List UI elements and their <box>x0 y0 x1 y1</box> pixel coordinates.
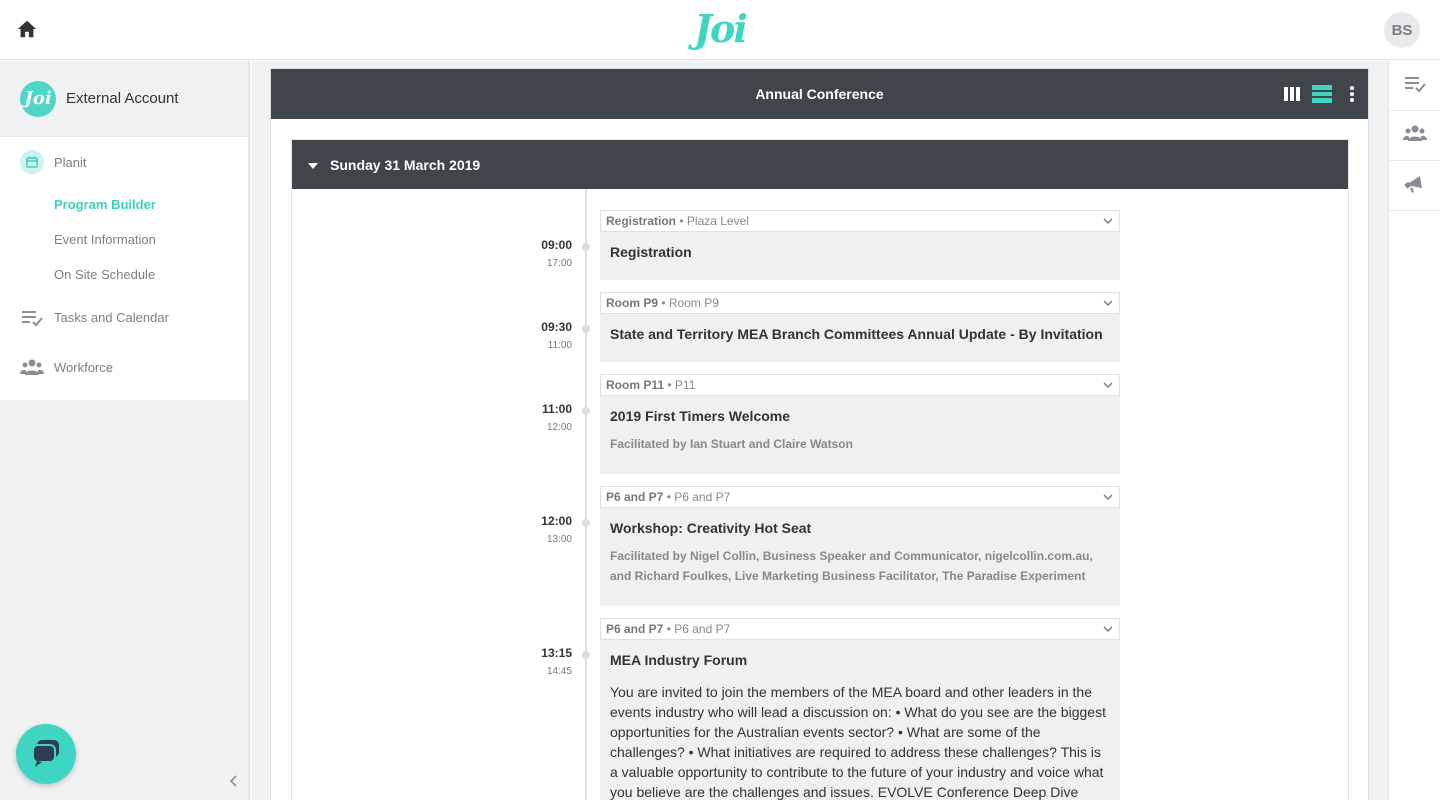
columns-view-icon[interactable] <box>1278 69 1306 119</box>
session-time <box>512 402 572 433</box>
session-end-time: 17:00 <box>546 258 572 269</box>
program-panel <box>270 68 1369 800</box>
session-card[interactable] <box>600 210 1120 280</box>
session-card[interactable] <box>600 374 1120 474</box>
session-start-time: 09:00 <box>541 238 572 252</box>
account-logo: Joi <box>20 81 56 117</box>
session-location: • Room P9 <box>661 296 719 310</box>
session-card-body <box>600 232 1120 280</box>
session-time <box>512 238 572 269</box>
calendar-icon <box>20 150 44 174</box>
session-start-time: 12:00 <box>541 514 572 528</box>
chat-button[interactable] <box>16 724 76 784</box>
sidebar-item-label: Tasks and Calendar <box>54 309 169 325</box>
session-location: • P6 and P7 <box>666 622 731 636</box>
session-card[interactable] <box>600 292 1120 362</box>
chevron-down-icon[interactable] <box>1103 297 1113 307</box>
megaphone-icon <box>1403 171 1427 200</box>
session-room: Room P11 <box>606 378 665 392</box>
main-content <box>252 61 1388 800</box>
session-description: You are invited to join the members of the MEA board and other leaders in the events industry who will lead a discussion on: • What do you see are the biggest opportunities for the Australian events sector? • What are some of the challenges? • What initiatives are required to address these challenges? This is a valuable opportunity to contribute to the future of your industry and voice what you believe are the challenges and issues. EVOLVE Conference Deep Dive <box>610 684 1106 800</box>
session-start-time: 09:30 <box>541 320 572 334</box>
caret-down-icon <box>308 156 318 174</box>
session-location: • Plaza Level <box>679 214 749 228</box>
session-card[interactable] <box>600 486 1120 606</box>
session-card-header[interactable] <box>600 374 1120 396</box>
session-room: P6 and P7 <box>606 622 664 636</box>
tasks-rail-button[interactable] <box>1389 61 1440 111</box>
page-title: Annual Conference <box>755 86 884 102</box>
timeline-dot <box>582 325 590 333</box>
session-end-time: 12:00 <box>546 422 572 433</box>
session-room: Registration <box>606 214 677 228</box>
sidebar <box>0 61 250 800</box>
user-avatar[interactable]: BS <box>1384 12 1420 48</box>
session-room: P6 and P7 <box>606 490 664 504</box>
session-room: Room P9 <box>606 296 659 310</box>
session-title: 2019 First Timers Welcome <box>610 408 791 424</box>
session-card-body <box>600 396 1120 474</box>
day-title: Sunday 31 March 2019 <box>330 156 481 173</box>
timeline-dot <box>582 407 590 415</box>
session-card-header[interactable] <box>600 292 1120 314</box>
session-end-time: 11:00 <box>547 340 572 351</box>
app-logo[interactable]: Joi <box>694 6 746 51</box>
session-card-header[interactable] <box>600 486 1120 508</box>
sidebar-item-tasks-and-calendar[interactable] <box>0 292 248 342</box>
sidebar-subitem-on-site-schedule[interactable]: On Site Schedule <box>54 267 156 282</box>
right-rail <box>1388 61 1440 800</box>
sidebar-nav <box>0 137 248 400</box>
sidebar-item-workforce[interactable] <box>0 342 248 392</box>
workforce-rail-button[interactable] <box>1389 111 1440 161</box>
panel-header <box>271 69 1368 119</box>
session-card-header[interactable] <box>600 210 1120 232</box>
session-card-header[interactable] <box>600 618 1120 640</box>
timeline-line <box>585 189 587 800</box>
session-title: Workshop: Creativity Hot Seat <box>610 520 812 536</box>
session-facilitators: Facilitated by Nigel Collin, Business Speaker and Communicator, nigelcollin.com.au, and Richard Foulkes, Live Marketing Business Facilitator, The Paradise Experiment <box>610 549 1093 583</box>
sidebar-subitem-event-information[interactable]: Event Information <box>54 232 156 247</box>
sidebar-item-label: Planit <box>54 154 87 170</box>
session-card-body <box>600 314 1120 362</box>
session-end-time: 13:00 <box>546 534 572 545</box>
session-time <box>512 646 572 677</box>
session-end-time: 14:45 <box>546 666 572 677</box>
session-title: Registration <box>610 244 692 260</box>
day-header[interactable] <box>292 140 1348 189</box>
timeline-dot <box>582 651 590 659</box>
timeline-dot <box>582 519 590 527</box>
view-toggle-group <box>1278 69 1368 119</box>
chevron-down-icon[interactable] <box>1103 379 1113 389</box>
account-name: External Account <box>66 90 179 107</box>
sidebar-subitem-program-builder[interactable]: Program Builder <box>54 197 156 212</box>
sidebar-item-label: Workforce <box>54 359 113 375</box>
checklist-icon <box>20 305 44 329</box>
day-section <box>291 139 1349 800</box>
session-start-time: 11:00 <box>541 402 572 416</box>
top-bar <box>0 0 1440 60</box>
collapse-sidebar-icon[interactable] <box>226 773 242 789</box>
account-switcher[interactable] <box>0 61 248 137</box>
chat-bubble-icon <box>29 735 63 774</box>
chevron-down-icon[interactable] <box>1103 623 1113 633</box>
session-title: State and Territory MEA Branch Committees Annual Update - By Invitation <box>610 326 1103 342</box>
session-start-time: 13:15 <box>541 646 572 660</box>
session-location: • P11 <box>667 378 696 392</box>
session-card-body <box>600 640 1120 800</box>
session-facilitators: Facilitated by Ian Stuart and Claire Watson <box>610 437 853 451</box>
list-view-icon[interactable] <box>1308 69 1336 119</box>
people-icon <box>1402 121 1428 150</box>
chevron-down-icon[interactable] <box>1103 215 1113 225</box>
chevron-down-icon[interactable] <box>1103 491 1113 501</box>
announcements-rail-button[interactable] <box>1389 161 1440 211</box>
session-time <box>512 514 572 545</box>
session-time <box>512 320 572 351</box>
session-title: MEA Industry Forum <box>610 652 748 668</box>
more-options-icon[interactable] <box>1338 69 1366 119</box>
session-card-body <box>600 508 1120 606</box>
session-location: • P6 and P7 <box>666 490 731 504</box>
checklist-icon <box>1403 71 1427 100</box>
sidebar-item-planit[interactable] <box>0 137 248 187</box>
home-icon[interactable] <box>16 18 38 40</box>
timeline-dot <box>582 243 590 251</box>
people-icon <box>20 355 44 379</box>
session-card[interactable] <box>600 618 1120 800</box>
